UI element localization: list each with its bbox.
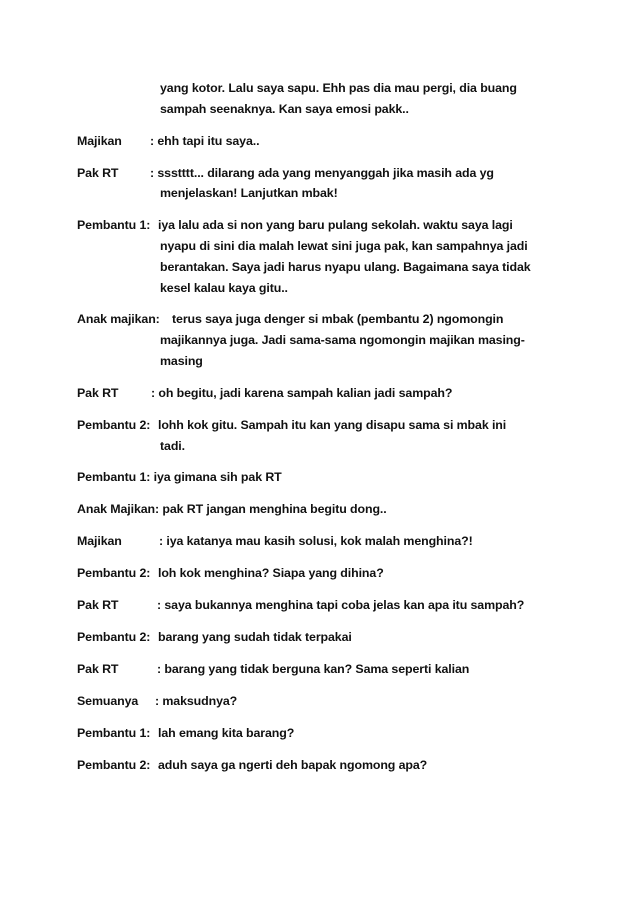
dialogue-line: sampah seenaknya. Kan saya emosi pakk.. xyxy=(160,102,409,116)
dialogue-line: loh kok menghina? Siapa yang dihina? xyxy=(158,566,384,580)
speaker-label: Majikan xyxy=(77,134,122,148)
speaker-label: Pembantu 2: xyxy=(77,758,151,772)
dialogue-line: lah emang kita barang? xyxy=(158,726,295,740)
speaker-label: Semuanya xyxy=(77,694,139,708)
speaker-label: Pak RT xyxy=(77,598,119,612)
speaker-label: Pembantu 1: xyxy=(77,726,151,740)
speaker-label: Pembantu 2: xyxy=(77,418,151,432)
dialogue-line: majikannya juga. Jadi sama-sama ngomongin majikan masing- xyxy=(160,333,525,347)
dialogue-line: iya lalu ada si non yang baru pulang sekolah. waktu saya lagi xyxy=(158,218,513,232)
dialogue-line: Pembantu 1: iya gimana sih pak RT xyxy=(77,470,282,484)
dialogue-line: : ssstttt... dilarang ada yang menyanggah jika masih ada yg xyxy=(150,166,494,180)
dialogue-line: lohh kok gitu. Sampah itu kan yang disapu sama si mbak ini xyxy=(158,418,507,432)
dialogue-line: berantakan. Saya jadi harus nyapu ulang. Bagaimana saya tidak xyxy=(160,260,531,274)
speaker-label: Pembantu 1: xyxy=(77,218,151,232)
dialogue-line: nyapu di sini dia malah lewat sini juga pak, kan sampahnya jadi xyxy=(160,239,528,253)
dialogue-line: masing xyxy=(160,354,203,368)
speaker-label: Pembantu 2: xyxy=(77,566,151,580)
dialogue-line: Anak Majikan: pak RT jangan menghina begitu dong.. xyxy=(77,502,387,516)
dialogue-line: yang kotor. Lalu saya sapu. Ehh pas dia mau pergi, dia buang xyxy=(160,81,517,95)
dialogue-line: barang yang sudah tidak terpakai xyxy=(158,630,352,644)
dialogue-line: : oh begitu, jadi karena sampah kalian jadi sampah? xyxy=(151,386,453,400)
dialogue-line: aduh saya ga ngerti deh bapak ngomong apa? xyxy=(158,758,428,772)
speaker-label: Anak majikan: xyxy=(77,312,160,326)
dialogue-line: : barang yang tidak berguna kan? Sama seperti kalian xyxy=(157,662,470,676)
speaker-label: Pembantu 2: xyxy=(77,630,151,644)
dialogue-line: kesel kalau kaya gitu.. xyxy=(160,281,288,295)
dialogue-line: : maksudnya? xyxy=(155,694,238,708)
dialogue-line: : iya katanya mau kasih solusi, kok malah menghina?! xyxy=(159,534,473,548)
speaker-label: Majikan xyxy=(77,534,122,548)
speaker-label: Pak RT xyxy=(77,662,119,676)
dialogue-line: : saya bukannya menghina tapi coba jelas kan apa itu sampah? xyxy=(157,598,525,612)
speaker-label: Pak RT xyxy=(77,166,119,180)
dialogue-line: : ehh tapi itu saya.. xyxy=(150,134,260,148)
dialogue-line: menjelaskan! Lanjutkan mbak! xyxy=(160,186,338,200)
dialogue-line: terus saya juga denger si mbak (pembantu 2) ngomongin xyxy=(172,312,504,326)
speaker-label: Pak RT xyxy=(77,386,119,400)
dialogue-line: tadi. xyxy=(160,439,185,453)
